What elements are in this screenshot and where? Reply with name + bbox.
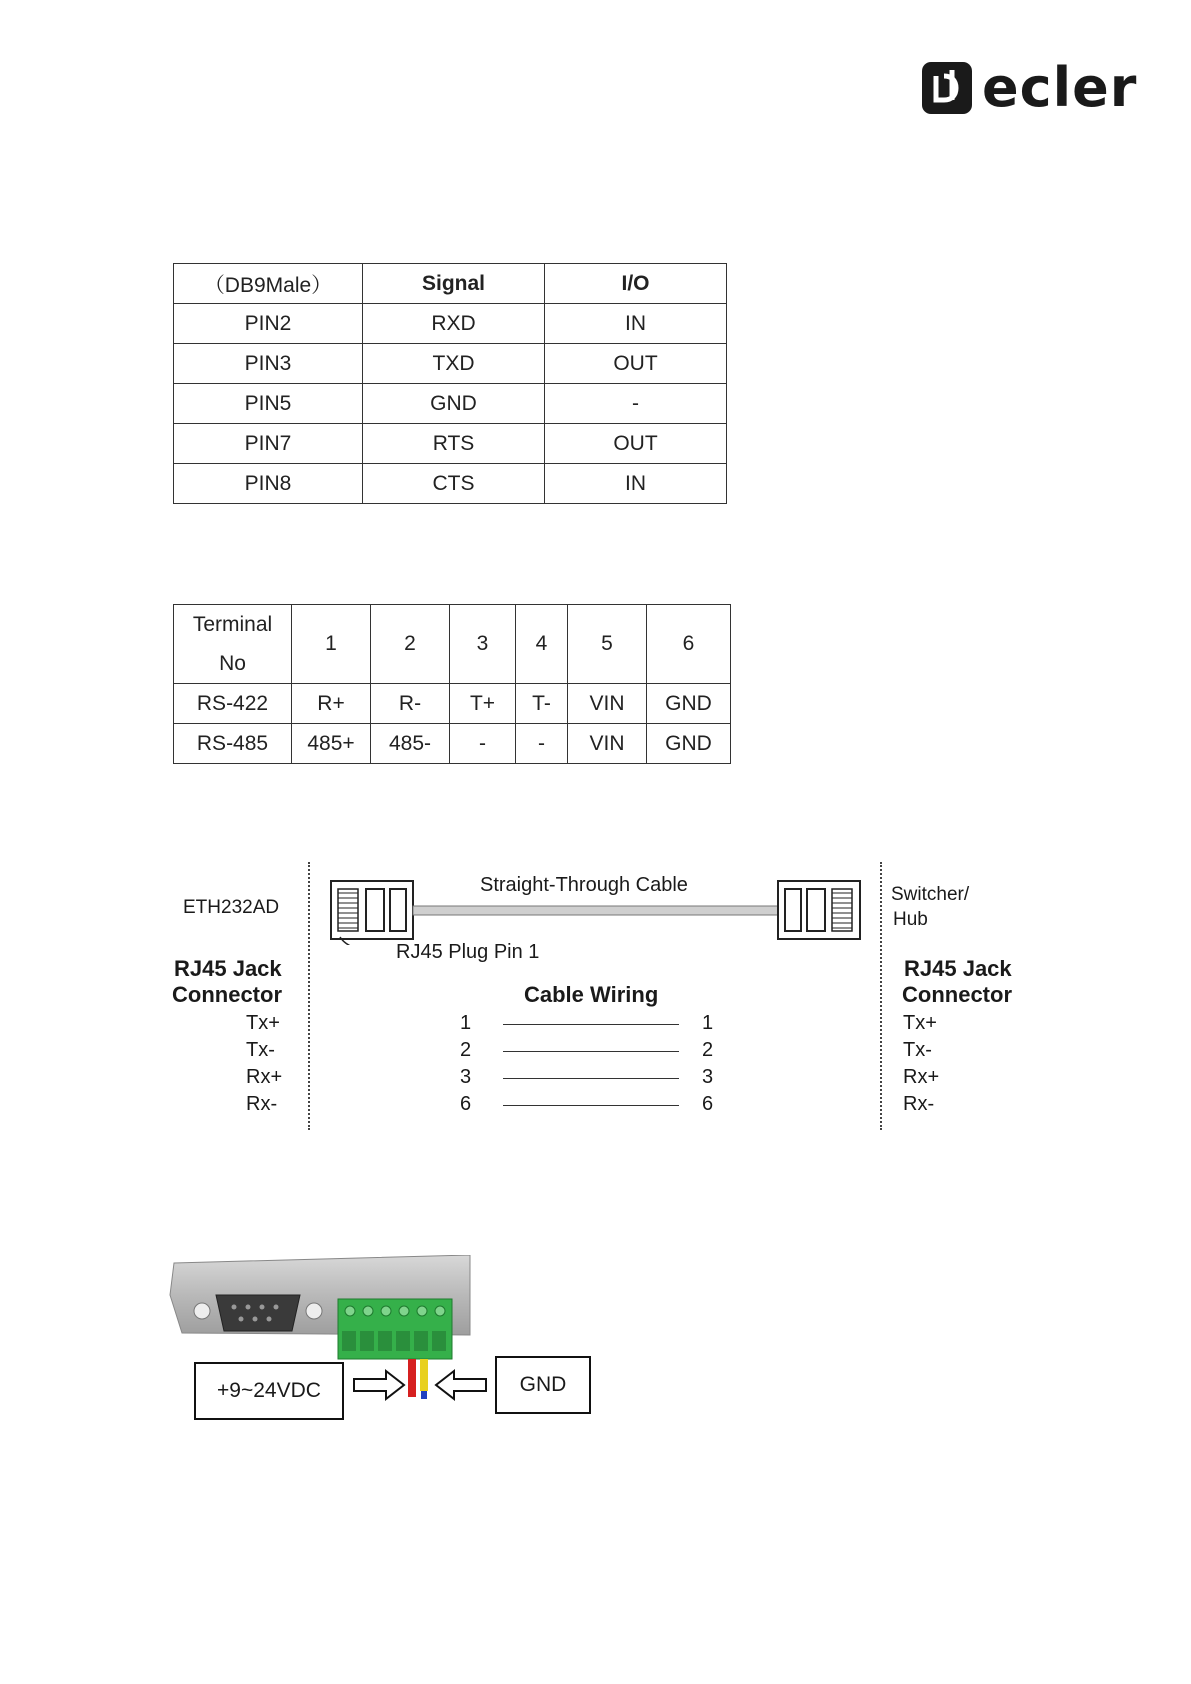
table-cell: T- (516, 684, 568, 724)
wire-line (503, 1051, 679, 1052)
wire-line (503, 1024, 679, 1025)
table-row (174, 424, 727, 464)
table-cell: - (545, 384, 727, 424)
table-cell: PIN8 (174, 464, 363, 504)
table-header-row (174, 605, 731, 684)
table-header-cell: 4 (516, 605, 568, 684)
db9-pinout-table (173, 263, 727, 504)
wire-line (503, 1105, 679, 1106)
left-device-label: ETH232AD (183, 897, 280, 918)
table-row (174, 344, 727, 384)
left-pin: 3 (460, 1066, 472, 1088)
table-cell: VIN (568, 684, 647, 724)
vin-label-box: +9~24VDC (194, 1362, 344, 1420)
left-connector-label-line2: Connector (172, 982, 282, 1007)
table-cell: 485- (371, 724, 450, 764)
terminal-label-line1: Terminal (192, 613, 273, 636)
table-header-cell: 6 (647, 605, 731, 684)
left-divider (308, 862, 310, 1130)
right-device-label-line1: Switcher/ (891, 884, 970, 905)
table-cell: RXD (363, 304, 545, 344)
table-cell: 485+ (292, 724, 371, 764)
right-signal: Tx- (903, 1039, 932, 1061)
table-header-cell (174, 605, 292, 684)
cable-label: Straight-Through Cable (480, 874, 688, 896)
terminal-label-line2: No (219, 652, 246, 675)
right-pin: 3 (702, 1066, 714, 1088)
table-cell: OUT (545, 344, 727, 384)
table-row (174, 464, 727, 504)
table-cell: OUT (545, 424, 727, 464)
table-cell: RS-422 (174, 684, 292, 724)
table-row (174, 724, 731, 764)
table-cell: PIN7 (174, 424, 363, 464)
right-signal: Rx+ (903, 1066, 940, 1088)
table-cell: R+ (292, 684, 371, 724)
left-pin: 1 (460, 1012, 472, 1034)
right-signal: Tx+ (903, 1012, 937, 1034)
left-pin: 6 (460, 1093, 472, 1115)
table-cell: RTS (363, 424, 545, 464)
plug-pin-label: RJ45 Plug Pin 1 (396, 941, 540, 963)
table-cell: T+ (450, 684, 516, 724)
gnd-label-box: GND (495, 1356, 591, 1414)
ecler-logo-text: ecler (982, 56, 1138, 119)
table-header-row (174, 264, 727, 304)
ecler-logo-mark (922, 62, 972, 114)
table-cell: GND (647, 684, 731, 724)
table-row (174, 684, 731, 724)
table-cell: PIN2 (174, 304, 363, 344)
table-cell: IN (545, 464, 727, 504)
table-cell: - (516, 724, 568, 764)
terminal-pinout-table (173, 604, 731, 764)
left-signal: Tx+ (246, 1012, 280, 1034)
right-pin: 2 (702, 1039, 714, 1061)
table-row (174, 304, 727, 344)
table-cell: - (450, 724, 516, 764)
ecler-logo (922, 56, 1142, 120)
table-cell: PIN3 (174, 344, 363, 384)
table-cell: IN (545, 304, 727, 344)
table-header-cell: 5 (568, 605, 647, 684)
table-header-cell: 1 (292, 605, 371, 684)
table-cell: R- (371, 684, 450, 724)
left-connector-label-line1: RJ45 Jack (174, 956, 282, 981)
cable-wiring-title: Cable Wiring (524, 982, 659, 1007)
table-header-cell: （DB9Male） (174, 264, 363, 304)
right-signal: Rx- (903, 1093, 935, 1115)
left-pin: 2 (460, 1039, 472, 1061)
table-row (174, 384, 727, 424)
table-cell: CTS (363, 464, 545, 504)
table-header-cell: I/O (545, 264, 727, 304)
right-connector-label-line1: RJ45 Jack (904, 956, 1012, 981)
left-signal: Rx+ (246, 1066, 283, 1088)
table-header-cell: 3 (450, 605, 516, 684)
left-signal: Rx- (246, 1093, 278, 1115)
table-cell: GND (363, 384, 545, 424)
table-header-cell: Signal (363, 264, 545, 304)
table-cell: PIN5 (174, 384, 363, 424)
right-connector-label-line2: Connector (902, 982, 1012, 1007)
right-device-label-line2: Hub (893, 909, 928, 930)
table-cell: RS-485 (174, 724, 292, 764)
left-signal: Tx- (246, 1039, 275, 1061)
right-pin: 6 (702, 1093, 714, 1115)
wire-line (503, 1078, 679, 1079)
table-cell: GND (647, 724, 731, 764)
table-cell: TXD (363, 344, 545, 384)
right-divider (880, 862, 882, 1130)
right-pin: 1 (702, 1012, 714, 1034)
table-header-cell: 2 (371, 605, 450, 684)
table-cell: VIN (568, 724, 647, 764)
